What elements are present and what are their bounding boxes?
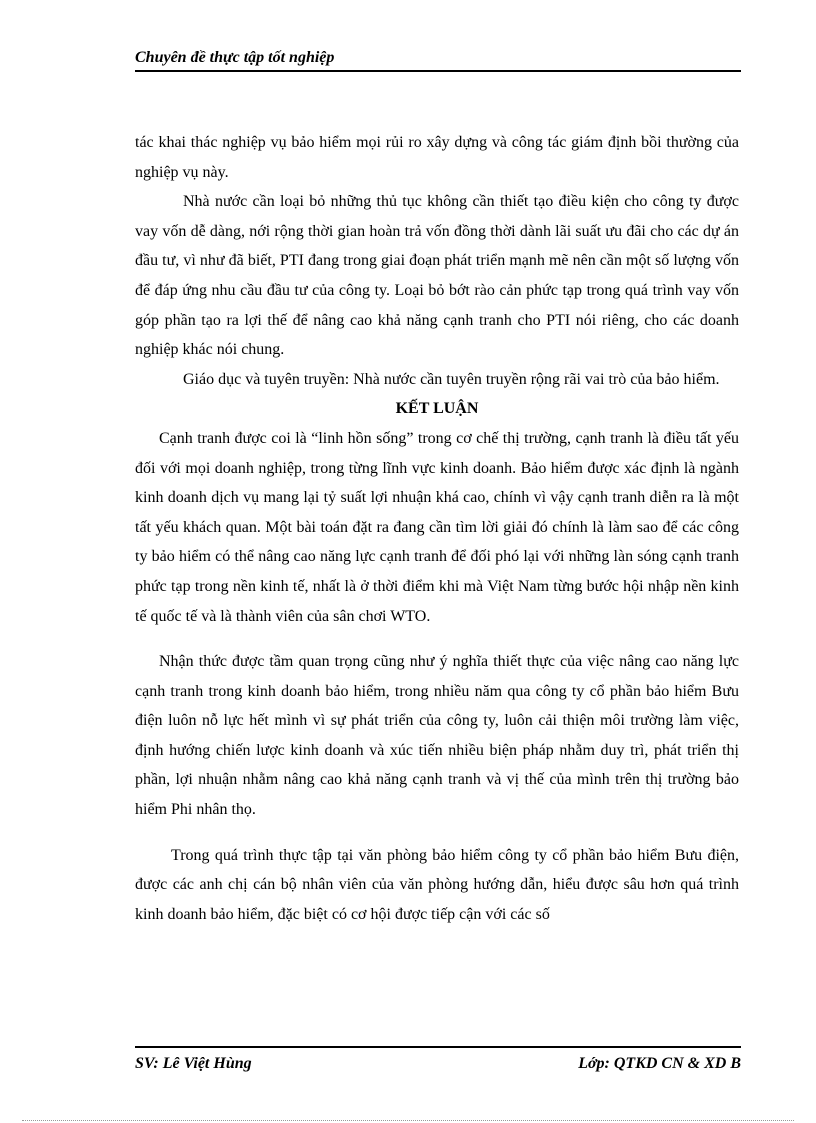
- paragraph-2: Nhà nước cần loại bỏ những thủ tục không cần thiết tạo điều kiện cho công ty được vay vốn dễ dàng, nới rộng thời gian hoàn trả vốn đồng thời dành lãi suất ưu đãi cho các dự án đầu tư, vì như đã biết, PTI đang trong giai đoạn phát triển mạnh mẽ nên cần một số lượng vốn để đáp ứng nhu cầu đầu tư của công ty. Loại bỏ bớt rào cản phức tạp trong quá trình vay vốn góp phần tạo ra lợi thế để nâng cao khả năng cạnh tranh cho PTI nói riêng, cho các doanh nghiệp khác nói chung.: [135, 193, 739, 359]
- header-rule: [135, 70, 741, 72]
- section-heading: KẾT LUẬN: [395, 400, 479, 418]
- header-title: Chuyên đề thực tập tốt nghiệp: [135, 49, 335, 66]
- footer-class: Lớp: QTKD CN & XD B: [578, 1055, 741, 1072]
- page-edge-divider: [22, 1120, 794, 1121]
- paragraph-4: Cạnh tranh được coi là “linh hồn sống” trong cơ chế thị trường, cạnh tranh là điều tất yếu đối với mọi doanh nghiệp, trong từng lĩnh vực kinh doanh. Bảo hiểm được xác định là ngành kinh doanh dịch vụ mang lại tỷ suất lợi nhuận khá cao, chính vì vậy cạnh tranh diễn ra là một tất yếu khách quan. Một bài toán đặt ra đang cần tìm lời giải đó chính là làm sao để các công ty bảo hiểm có thể nâng cao năng lực cạnh tranh để đối phó lại với những làn sóng cạnh tranh phức tạp trong nền kinh tế, nhất là ở thời điểm khi mà Việt Nam từng bước hội nhập nền kinh tế quốc tế và là thành viên của sân chơi WTO.: [135, 429, 739, 625]
- footer-rule: [135, 1046, 741, 1048]
- paragraph-6: Trong quá trình thực tập tại văn phòng bảo hiểm công ty cổ phần bảo hiểm Bưu điện, được các anh chị cán bộ nhân viên của văn phòng hướng dẫn, hiểu được sâu hơn quá trình kinh doanh bảo hiểm, đặc biệt có cơ hội được tiếp cận với các số: [135, 846, 739, 923]
- page-body: [135, 128, 739, 929]
- page-header: [135, 48, 741, 68]
- paragraph-1: tác khai thác nghiệp vụ bảo hiểm mọi rủi ro xây dựng và công tác giám định bồi thường của nghiệp vụ này.: [135, 134, 739, 181]
- paragraph-5: Nhận thức được tầm quan trọng cũng như ý nghĩa thiết thực của việc nâng cao năng lực cạnh tranh trong kinh doanh bảo hiểm, trong nhiều năm qua công ty cổ phần bảo hiểm Bưu điện luôn nỗ lực hết mình vì sự phát triển của công ty, luôn cải thiện môi trường làm việc, định hướng chiến lược kinh doanh và xúc tiến nhiều biện pháp nhằm duy trì, phát triển thị phần, lợi nhuận nhằm nâng cao khả năng cạnh tranh và vị thế của mình trên thị trường bảo hiểm Phi nhân thọ.: [135, 653, 739, 819]
- footer-student: SV: Lê Việt Hùng: [135, 1055, 252, 1072]
- paragraph-3: Giáo dục và tuyên truyền: Nhà nước cần tuyên truyền rộng rãi vai trò của bảo hiểm.: [183, 370, 720, 388]
